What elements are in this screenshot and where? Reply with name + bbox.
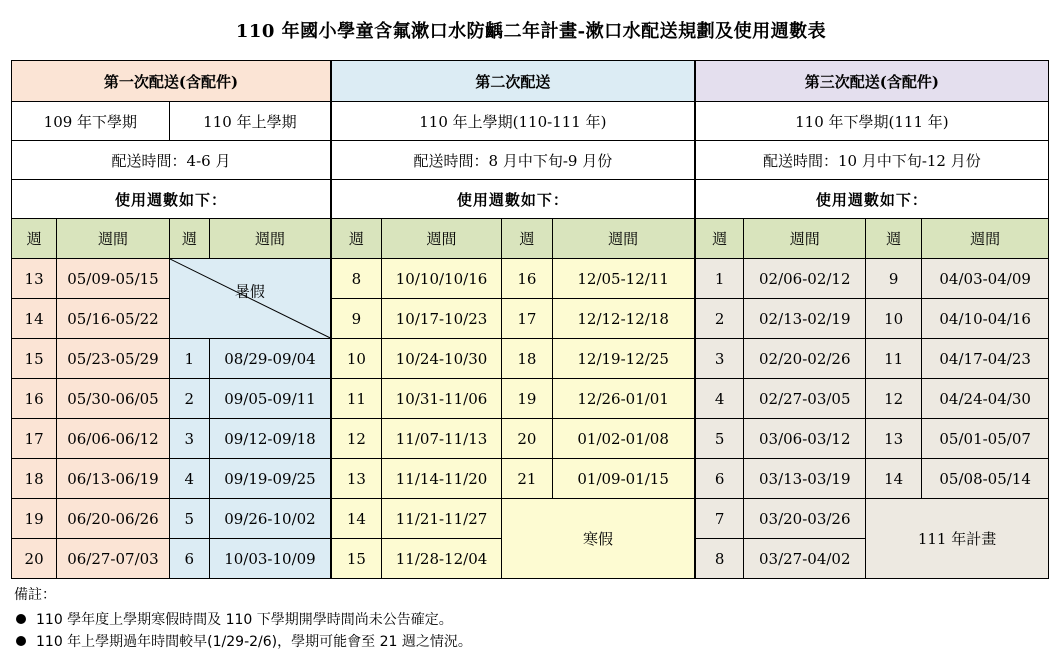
week-cell: 7 (695, 499, 744, 539)
week-cell: 14 (331, 499, 381, 539)
week-cell: 15 (331, 539, 381, 579)
week-cell: 18 (12, 459, 57, 499)
week-cell: 19 (502, 379, 552, 419)
period-cell: 06/27-07/03 (57, 539, 170, 579)
table-row (12, 459, 1049, 499)
week-cell: 14 (12, 299, 57, 339)
period-cell: 05/23-05/29 (57, 339, 170, 379)
week-cell: 11 (866, 339, 922, 379)
week-cell: 16 (12, 379, 57, 419)
winter-break-cell: 寒假 (502, 499, 695, 579)
period-cell: 02/06-02/12 (744, 259, 866, 299)
delivery-3-time: 配送時間：10 月中下旬-12 月份 (695, 141, 1049, 180)
period-cell: 01/09-01/15 (552, 459, 695, 499)
week-cell: 4 (169, 459, 209, 499)
week-cell: 19 (12, 499, 57, 539)
col-week: 週 (331, 219, 381, 259)
schedule-table (11, 60, 1049, 579)
semester-109-2: 109 年下學期 (12, 102, 170, 141)
week-cell: 3 (695, 339, 744, 379)
week-cell: 5 (169, 499, 209, 539)
period-cell: 10/10/10/16 (381, 259, 502, 299)
period-cell: 10/24-10/30 (381, 339, 502, 379)
week-cell: 20 (502, 419, 552, 459)
period-cell: 05/30-06/05 (57, 379, 170, 419)
period-cell: 12/05-12/11 (552, 259, 695, 299)
period-cell: 03/13-03/19 (744, 459, 866, 499)
bullet-icon (16, 614, 26, 624)
notes-section (14, 584, 472, 652)
week-cell: 9 (331, 299, 381, 339)
week-cell: 10 (331, 339, 381, 379)
period-cell: 12/19-12/25 (552, 339, 695, 379)
col-week: 週 (169, 219, 209, 259)
period-cell: 11/21-11/27 (381, 499, 502, 539)
period-cell: 05/16-05/22 (57, 299, 170, 339)
week-cell: 12 (866, 379, 922, 419)
table-row (12, 259, 1049, 299)
period-cell: 08/29-09/04 (209, 339, 331, 379)
note-item (14, 608, 472, 630)
week-cell: 8 (695, 539, 744, 579)
period-cell: 10/17-10/23 (381, 299, 502, 339)
week-cell: 2 (695, 299, 744, 339)
notes-title: 備註： (14, 587, 56, 603)
week-cell: 13 (866, 419, 922, 459)
table-row (12, 499, 1049, 539)
col-week: 週 (866, 219, 922, 259)
period-cell: 11/28-12/04 (381, 539, 502, 579)
period-cell: 01/02-01/08 (552, 419, 695, 459)
period-cell: 04/24-04/30 (922, 379, 1049, 419)
semester-110-2: 110 年下學期(111 年) (695, 102, 1049, 141)
week-cell: 3 (169, 419, 209, 459)
period-cell: 09/12-09/18 (209, 419, 331, 459)
week-cell: 15 (12, 339, 57, 379)
bullet-icon (16, 636, 26, 646)
week-cell: 1 (695, 259, 744, 299)
week-cell: 8 (331, 259, 381, 299)
note-text: 110 學年度上學期寒假時間及 110 下學期開學時間尚未公告確定。 (36, 612, 453, 628)
summer-break-cell (169, 259, 331, 339)
summer-break-label: 暑假 (234, 282, 265, 301)
week-cell: 13 (12, 259, 57, 299)
table-row (12, 379, 1049, 419)
period-cell: 10/03-10/09 (209, 539, 331, 579)
period-cell: 03/20-03/26 (744, 499, 866, 539)
period-cell: 03/27-04/02 (744, 539, 866, 579)
note-item (14, 630, 472, 652)
week-cell: 5 (695, 419, 744, 459)
week-cell: 11 (331, 379, 381, 419)
week-cell: 18 (502, 339, 552, 379)
week-cell: 16 (502, 259, 552, 299)
semester-110-1: 110 年上學期 (169, 102, 331, 141)
delivery-3-header: 第三次配送(含配件) (695, 61, 1049, 102)
period-cell: 09/19-09/25 (209, 459, 331, 499)
period-cell: 12/26-01/01 (552, 379, 695, 419)
period-cell: 06/06-06/12 (57, 419, 170, 459)
week-cell: 21 (502, 459, 552, 499)
col-period: 週間 (922, 219, 1049, 259)
week-cell: 9 (866, 259, 922, 299)
period-cell: 09/26-10/02 (209, 499, 331, 539)
col-period: 週間 (209, 219, 331, 259)
delivery-1-header: 第一次配送(含配件) (12, 61, 332, 102)
period-cell: 10/31-11/06 (381, 379, 502, 419)
col-week: 週 (695, 219, 744, 259)
col-period: 週間 (381, 219, 502, 259)
period-cell: 04/10-04/16 (922, 299, 1049, 339)
period-cell: 12/12-12/18 (552, 299, 695, 339)
delivery-1-usage: 使用週數如下： (12, 180, 332, 219)
col-period: 週間 (57, 219, 170, 259)
week-cell: 1 (169, 339, 209, 379)
period-cell: 03/06-03/12 (744, 419, 866, 459)
period-cell: 09/05-09/11 (209, 379, 331, 419)
week-cell: 17 (502, 299, 552, 339)
delivery-1-time: 配送時間：4-6 月 (12, 141, 332, 180)
col-week: 週 (502, 219, 552, 259)
period-cell: 02/20-02/26 (744, 339, 866, 379)
week-cell: 17 (12, 419, 57, 459)
delivery-2-time: 配送時間：8 月中下旬-9 月份 (331, 141, 695, 180)
semester-110-1-full: 110 年上學期(110-111 年) (331, 102, 695, 141)
week-cell: 20 (12, 539, 57, 579)
period-cell: 02/13-02/19 (744, 299, 866, 339)
delivery-2-usage: 使用週數如下： (331, 180, 695, 219)
table-row (12, 419, 1049, 459)
period-cell: 06/13-06/19 (57, 459, 170, 499)
week-cell: 12 (331, 419, 381, 459)
table-row (12, 299, 1049, 339)
week-cell: 13 (331, 459, 381, 499)
period-cell: 04/17-04/23 (922, 339, 1049, 379)
period-cell: 05/08-05/14 (922, 459, 1049, 499)
week-cell: 6 (695, 459, 744, 499)
col-week: 週 (12, 219, 57, 259)
week-cell: 14 (866, 459, 922, 499)
col-period: 週間 (744, 219, 866, 259)
delivery-2-header: 第二次配送 (331, 61, 695, 102)
note-text: 110 年上學期過年時間較早(1/29-2/6)，學期可能會至 21 週之情況。 (36, 634, 472, 650)
period-cell: 02/27-03/05 (744, 379, 866, 419)
col-period: 週間 (552, 219, 695, 259)
week-cell: 2 (169, 379, 209, 419)
period-cell: 06/20-06/26 (57, 499, 170, 539)
week-cell: 6 (169, 539, 209, 579)
week-cell: 4 (695, 379, 744, 419)
delivery-3-usage: 使用週數如下： (695, 180, 1049, 219)
period-cell: 11/14-11/20 (381, 459, 502, 499)
column-header-row (12, 219, 1049, 259)
page-title: 110 年國小學童含氟漱口水防齲二年計畫-漱口水配送規劃及使用週數表 (235, 21, 827, 42)
period-cell: 04/03-04/09 (922, 259, 1049, 299)
week-cell: 10 (866, 299, 922, 339)
period-cell: 05/09-05/15 (57, 259, 170, 299)
table-row (12, 339, 1049, 379)
plan-111-cell: 111 年計畫 (866, 499, 1049, 579)
period-cell: 11/07-11/13 (381, 419, 502, 459)
period-cell: 05/01-05/07 (922, 419, 1049, 459)
